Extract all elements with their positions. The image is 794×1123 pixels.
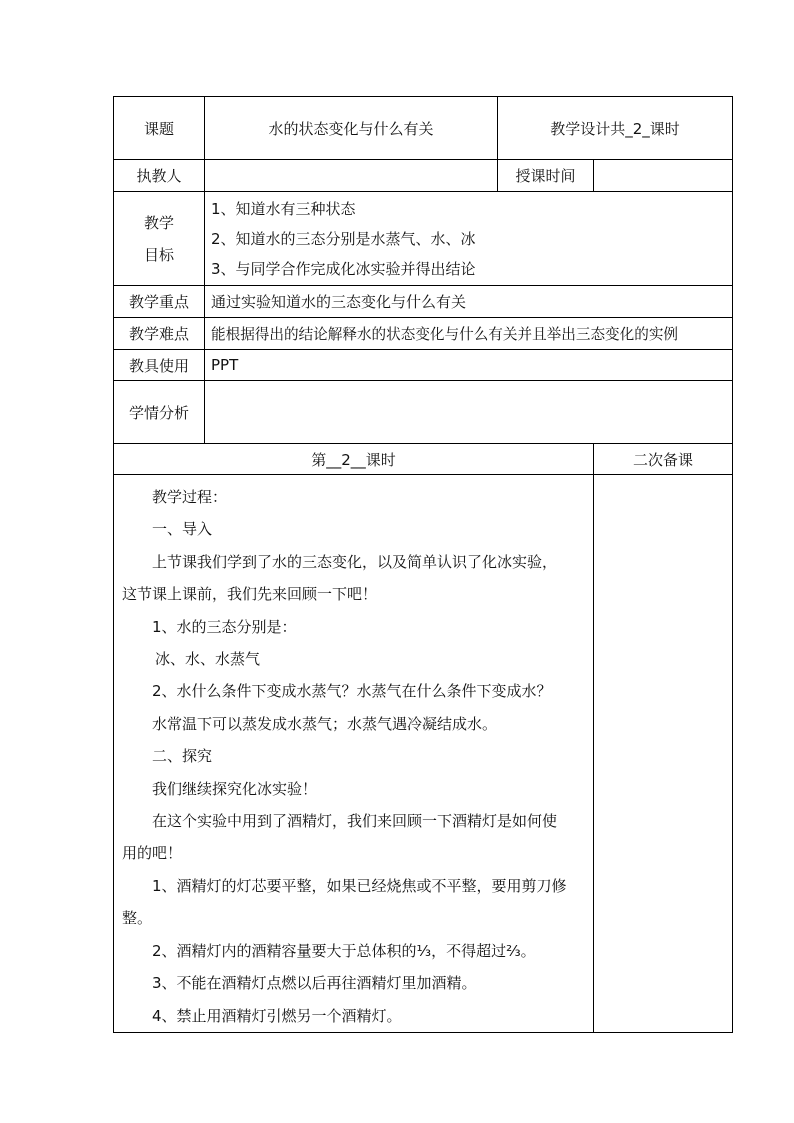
difficulty-label: 教学难点	[114, 318, 205, 350]
topic-row	[114, 97, 733, 160]
difficulty-row	[114, 318, 733, 350]
process-line: 1、酒精灯的灯芯要平整，如果已经烧焦或不平整，要用剪刀修	[152, 876, 567, 895]
goal-item: 3、与同学合作完成化冰实验并得出结论	[211, 259, 476, 278]
process-content	[114, 475, 594, 1033]
process-line: 用的吧！	[122, 844, 183, 863]
process-line: 一、导入	[152, 520, 213, 539]
process-line: 冰、水、水蒸气	[155, 650, 261, 669]
topic-label: 课题	[114, 97, 205, 160]
process-line: 在这个实验中用到了酒精灯，我们来回顾一下酒精灯是如何使	[152, 812, 558, 831]
topic-value: 水的状态变化与什么有关	[205, 97, 498, 160]
teacher-label: 执教人	[114, 160, 205, 192]
process-line: 水常温下可以蒸发成水蒸气；水蒸气遇冷凝结成水。	[152, 714, 498, 733]
key-point-label: 教学重点	[114, 286, 205, 318]
lesson-plan-table	[113, 96, 733, 1033]
teacher-value	[205, 160, 498, 192]
tools-value: PPT	[205, 350, 733, 381]
goal-item: 1、知道水有三种状态	[211, 199, 356, 218]
time-value	[594, 160, 733, 192]
process-line: 上节课我们学到了水的三态变化，以及简单认识了化冰实验，	[152, 552, 558, 571]
process-line: 2、水什么条件下变成水蒸气？水蒸气在什么条件下变成水？	[152, 682, 552, 701]
analysis-row	[114, 381, 733, 444]
process-line: 3、不能在酒精灯点燃以后再往酒精灯里加酒精。	[152, 974, 477, 993]
key-point-row	[114, 286, 733, 318]
process-line: 二、探究	[152, 747, 213, 766]
section-row	[114, 444, 733, 475]
process-line: 1、水的三态分别是：	[152, 617, 297, 636]
goals-label-line1: 教学	[143, 213, 174, 232]
teacher-row	[114, 160, 733, 192]
goals-list	[205, 192, 733, 286]
goals-label	[114, 192, 205, 286]
goals-row	[114, 192, 733, 286]
second-prep-label: 二次备课	[594, 444, 733, 475]
process-line: 教学过程：	[152, 488, 228, 506]
difficulty-value: 能根据得出的结论解释水的状态变化与什么有关并且举出三态变化的实例	[205, 318, 733, 350]
tools-row	[114, 350, 733, 381]
key-point-value: 通过实验知道水的三态变化与什么有关	[205, 286, 733, 318]
tools-label: 教具使用	[114, 350, 205, 381]
design-hours: 教学设计共_2_课时	[498, 97, 733, 160]
goal-item: 2、知道水的三态分别是水蒸气、水、冰	[211, 229, 476, 248]
lesson-number-label: 第__2__课时	[114, 444, 594, 475]
process-row	[114, 475, 733, 1033]
time-label: 授课时间	[498, 160, 594, 192]
process-line: 2、酒精灯内的酒精容量要大于总体积的⅓，不得超过⅔。	[152, 941, 536, 960]
second-prep-notes	[594, 475, 733, 1033]
process-line: 这节课上课前，我们先来回顾一下吧！	[122, 585, 378, 604]
analysis-label: 学情分析	[114, 381, 205, 444]
process-line: 4、禁止用酒精灯引燃另一个酒精灯。	[152, 1006, 402, 1025]
process-line: 整。	[122, 909, 153, 928]
analysis-value	[205, 381, 733, 444]
process-line: 我们继续探究化冰实验！	[152, 779, 318, 798]
goals-label-line2: 目标	[143, 245, 174, 264]
